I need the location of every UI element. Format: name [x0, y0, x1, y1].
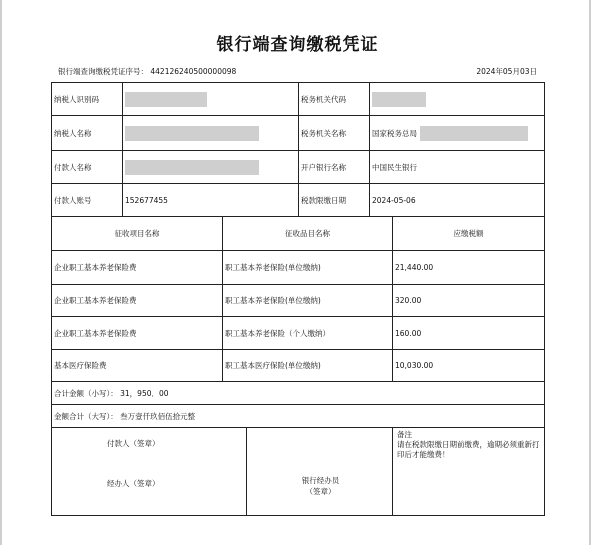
- amount: 21,440.00: [392, 251, 544, 284]
- page-edge-left: [0, 0, 2, 545]
- serial-number: [58, 66, 236, 77]
- taxpayer-id-value: [122, 83, 298, 115]
- taxpayer-name-label: 纳税人名称: [54, 128, 92, 138]
- document-date: 2024年05月03日: [476, 67, 537, 76]
- tax-authority-code-value: [369, 83, 544, 115]
- redacted-block: [125, 92, 207, 107]
- info-row-taxpayer-name: [51, 116, 545, 151]
- item-name: 基本医疗保险费: [54, 361, 107, 370]
- info-row-taxpayer-id: [51, 82, 545, 116]
- payer-account-label: 付款人账号: [54, 195, 92, 205]
- header-subitem-name: 征收品目名称: [222, 217, 392, 250]
- redacted-block: [372, 92, 426, 107]
- redacted-block: [420, 126, 528, 141]
- info-row-payer-account: [51, 184, 545, 217]
- tax-authority-code-label: 税务机关代码: [298, 83, 369, 115]
- total-upper-row: [51, 405, 545, 428]
- info-row-payer-name: [51, 151, 545, 184]
- document-title: 银行端查询缴税凭证: [216, 35, 379, 55]
- deadline-value: 2024-05-06: [369, 184, 544, 216]
- payer-signature-label: 付款人（签章）: [107, 439, 160, 448]
- deadline-label: 税款限缴日期: [298, 184, 369, 216]
- item-name: 企业职工基本养老保险费: [54, 263, 137, 272]
- item-name: 企业职工基本养老保险费: [54, 328, 137, 338]
- signature-row: [51, 428, 545, 516]
- remark-title: 备注: [397, 430, 412, 439]
- table-row: [51, 285, 545, 317]
- bank-label: 开户银行名称: [298, 151, 369, 183]
- bank-teller-stamp-label: （签章）: [305, 486, 336, 496]
- payer-signature-area: [52, 428, 246, 515]
- redacted-block: [125, 160, 259, 175]
- bank-teller-area: [246, 428, 392, 515]
- tax-authority-name-label: 税务机关名称: [298, 116, 369, 150]
- table-row: [51, 251, 545, 285]
- total-lower-row: [51, 382, 545, 405]
- amount: 10,030.00: [392, 350, 544, 381]
- payer-name-value: [122, 151, 298, 183]
- header-item-name: 征收项目名称: [114, 229, 160, 238]
- bank-value: 中国民生银行: [369, 151, 544, 183]
- subitem-name: 职工基本养老保险（个人缴纳）: [222, 317, 392, 349]
- taxpayer-id-label: 纳税人识别码: [54, 94, 99, 104]
- table-row: [51, 317, 545, 350]
- serial-value: 442126240500000098: [150, 67, 237, 76]
- taxpayer-name-value: [122, 116, 298, 150]
- item-name: 企业职工基本养老保险费: [54, 296, 137, 305]
- total-lower: 合计金额（小写）： 31，950．00: [54, 388, 169, 398]
- subitem-name: 职工基本医疗保险(单位缴纳): [222, 350, 392, 381]
- subitem-name: 职工基本养老保险(单位缴纳): [222, 285, 392, 316]
- handler-signature-label: 经办人（签章）: [107, 479, 160, 488]
- remark-area: [392, 428, 544, 515]
- redacted-block: [125, 126, 259, 141]
- tax-authority-name-prefix: 国家税务总局: [372, 128, 417, 138]
- header-amount: 应缴税额: [392, 217, 544, 250]
- bank-teller-label: 银行经办员: [301, 475, 340, 485]
- remark-text: 请在税款限缴日期前缴费，逾期必须重新打印后才能缴费！: [397, 440, 540, 459]
- items-header-row: [51, 217, 545, 251]
- voucher-table: [51, 82, 545, 516]
- amount: 320.00: [392, 285, 544, 316]
- page-edge-right: [589, 0, 591, 545]
- payer-account-value: 152677455: [122, 184, 298, 216]
- total-upper: 金额合计（大写）： 叁万壹仟玖佰伍拾元整: [54, 411, 196, 421]
- tax-authority-name-value: [369, 116, 544, 150]
- subitem-name: 职工基本养老保险(单位缴纳): [222, 251, 392, 284]
- table-row: [51, 350, 545, 382]
- payer-name-label: 付款人名称: [54, 162, 92, 172]
- serial-label: 银行端查询缴税凭证序号：: [58, 67, 148, 76]
- amount: 160.00: [392, 317, 544, 349]
